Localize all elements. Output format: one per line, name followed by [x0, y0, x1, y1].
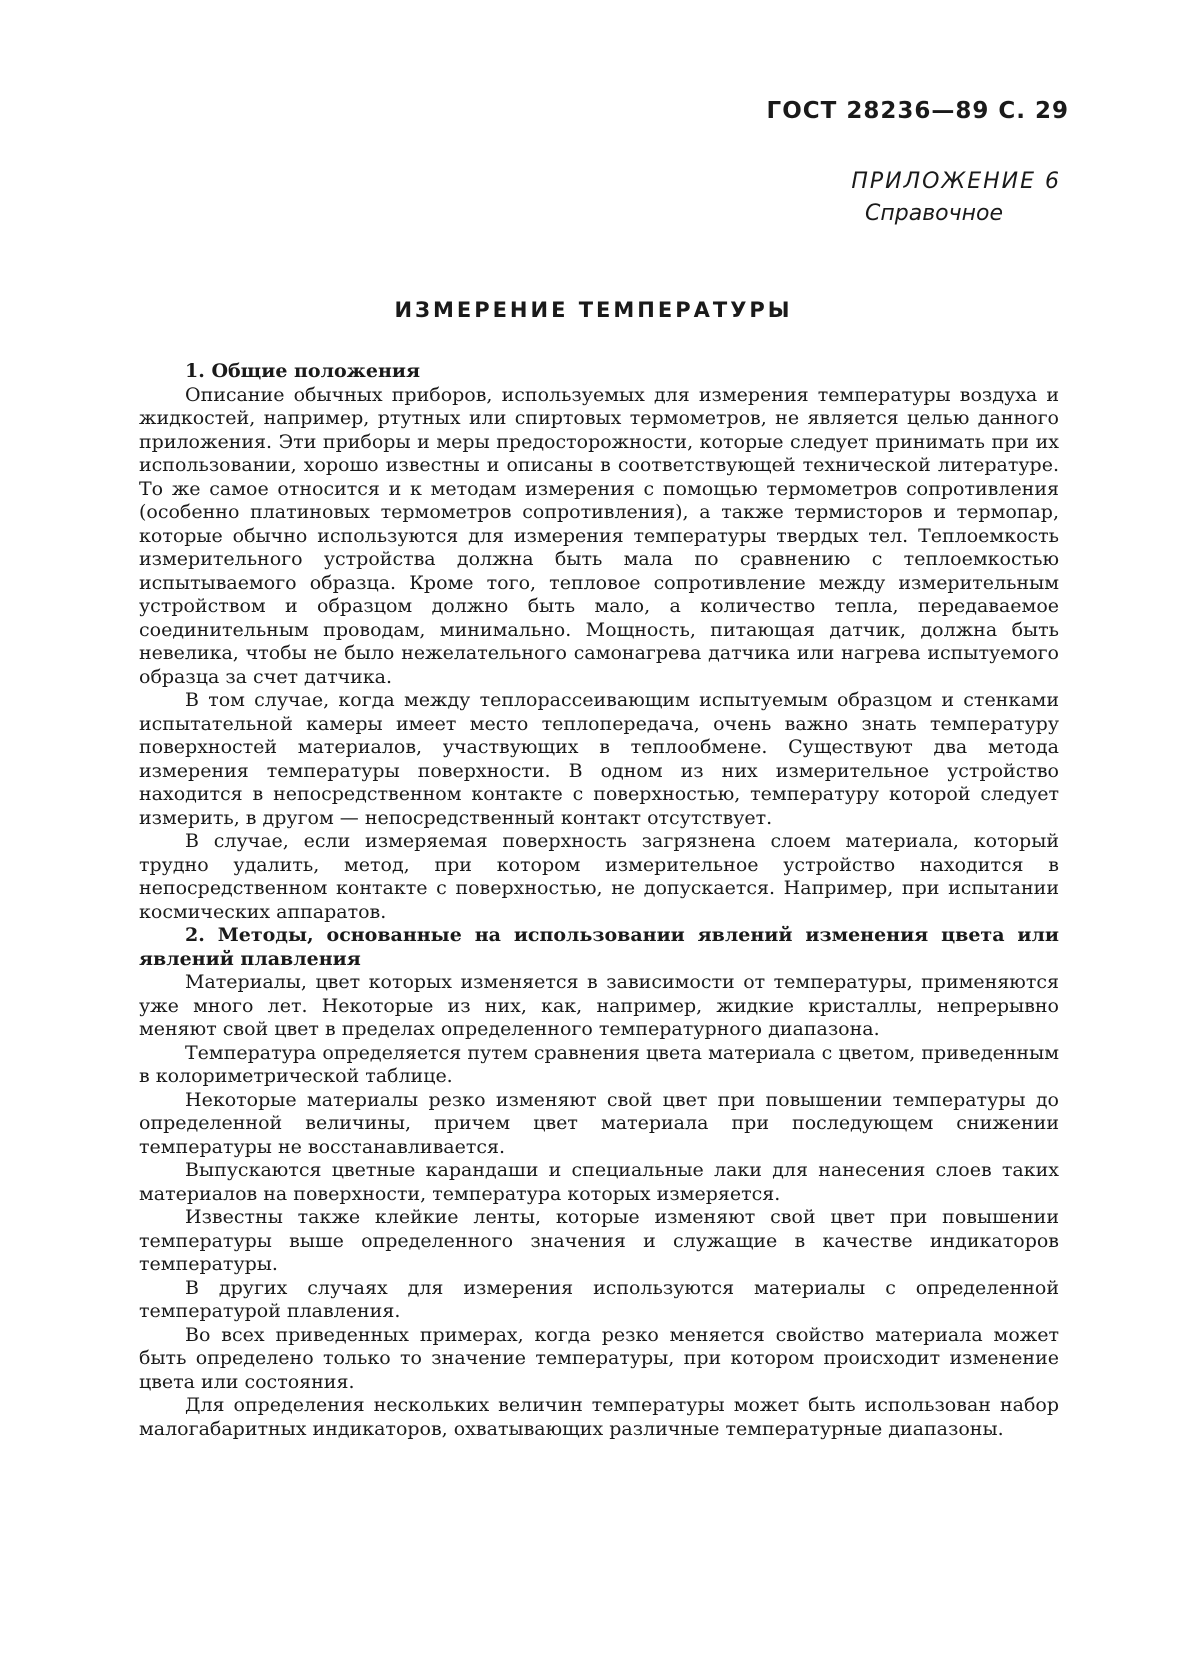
paragraph: В том случае, когда между теплорассеивающим испытуемым образцом и стенками испытательной камеры имеет место теплопередача, очень важно знать температуру поверхностей материалов, участвующих в теплообмене. Существуют два метода измерения температуры поверхности. В одном из них измерительное устройство находится в непосредственном контакте с поверхностью, температуру которой следует измерить, в другом — непосредственный контакт отсутствует. — [139, 689, 1059, 829]
paragraph: Некоторые материалы резко изменяют свой цвет при повышении температуры до определенной величины, причем цвет материала при последующем снижении температуры не восстанавливается. — [139, 1088, 1059, 1158]
paragraph: В других случаях для измерения используются материалы с определенной температурой плавления. — [139, 1276, 1059, 1322]
paragraph: Выпускаются цветные карандаши и специальные лаки для нанесения слоев таких материалов на поверхности, температура которых измеряется. — [139, 1159, 1059, 1205]
paragraph: Материалы, цвет которых изменяется в зависимости от температуры, применяются уже много лет. Некоторые из них, как, например, жидкие кристаллы, непрерывно меняют свой цвет в пределах определенного температурного диапазона. — [139, 971, 1059, 1040]
document-body — [139, 360, 1059, 1441]
standard-header: ГОСТ 28236—89 С. 29 — [766, 98, 1069, 124]
appendix-subtitle: Справочное — [865, 201, 1003, 226]
document-title: ИЗМЕРЕНИЕ ТЕМПЕРАТУРЫ — [394, 298, 793, 322]
paragraph: Описание обычных приборов, используемых для измерения температуры воздуха и жидкостей, например, ртутных или спиртовых термометров, не является целью данного приложения. Эти приборы и меры предосторожности, которые следует принимать при их использовании, хорошо известны и описаны в соответствующей технической литературе. То же самое относится и к методам измерения с помощью термометров сопротивления (особенно платиновых термометров сопротивления), а также термисторов и термопар, которые обычно используются для измерения температуры твердых тел. Теплоемкость измерительного устройства должна быть мала по сравнению с теплоемкостью испытываемого образца. Кроме того, тепловое сопротивление между измерительным устройством и образцом должно быть мало, а количество тепла, передаваемое соединительным проводам, минимально. Мощность, питающая датчик, должна быть невелика, чтобы не было нежелательного самонагрева датчика или нагрева испытуемого образца за счет датчика. — [139, 383, 1059, 688]
paragraph: Во всех приведенных примерах, когда резко меняется свойство материала может быть определено только то значение температуры, при котором происходит изменение цвета или состояния. — [139, 1323, 1059, 1393]
paragraph: Температура определяется путем сравнения цвета материала с цветом, приведенным в колориметрической таблице. — [139, 1041, 1059, 1087]
paragraph: Для определения нескольких величин температуры может быть использован набор малогабаритных индикаторов, охватывающих различные температурные диапазоны. — [139, 1394, 1059, 1440]
appendix-label — [809, 166, 1069, 230]
section-heading: 1. Общие положения — [185, 360, 420, 382]
appendix-title: ПРИЛОЖЕНИЕ 6 — [851, 169, 1061, 194]
section-heading: 2. Методы, основанные на использовании явлений изменения цвета или явлений плавления — [139, 924, 1059, 970]
paragraph: Известны также клейкие ленты, которые изменяют свой цвет при повышении температуры выше определенного значения и служащие в качестве индикаторов температуры. — [139, 1206, 1059, 1275]
paragraph: В случае, если измеряемая поверхность загрязнена слоем материала, который трудно удалить, метод, при котором измерительное устройство находится в непосредственном контакте с поверхностью, не допускается. Например, при испытании космических аппаратов. — [139, 830, 1059, 923]
